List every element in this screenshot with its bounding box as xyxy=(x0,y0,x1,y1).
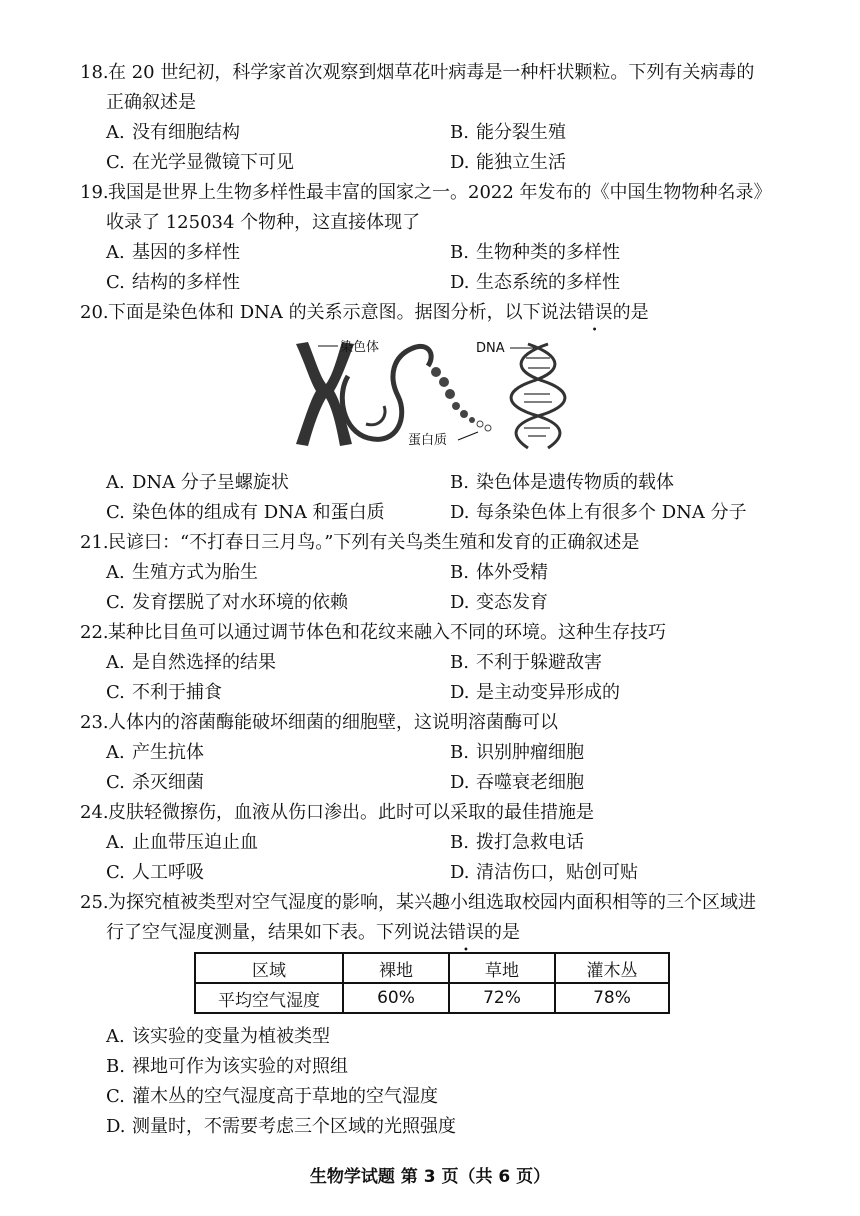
option-19-c[interactable] xyxy=(106,268,240,298)
option-22-c[interactable] xyxy=(106,678,222,708)
emphasis-word: 错误 xyxy=(576,302,613,323)
option-19-b[interactable] xyxy=(450,238,620,268)
table-row xyxy=(195,983,669,1013)
option-label: A. xyxy=(106,832,125,853)
option-label: A. xyxy=(106,1026,125,1047)
chromosome-shape xyxy=(296,342,354,446)
option-label: A. xyxy=(106,742,125,763)
option-text: 识别肿瘤细胞 xyxy=(476,742,584,763)
option-label: A. xyxy=(106,562,125,583)
option-text: 能独立生活 xyxy=(476,152,566,173)
option-text: 不利于躲避敌害 xyxy=(476,652,602,673)
option-label: D. xyxy=(106,1116,126,1137)
option-label: C. xyxy=(106,272,125,293)
table-header-cell: 区域 xyxy=(195,953,343,983)
question-21-stem xyxy=(80,528,639,558)
option-19-a[interactable] xyxy=(106,238,240,268)
question-number: 20. xyxy=(80,302,109,323)
chromosome-label: 染色体 xyxy=(340,340,380,355)
option-25-d[interactable] xyxy=(106,1112,456,1142)
option-label: D. xyxy=(450,682,470,703)
option-text: 产生抗体 xyxy=(132,742,204,763)
option-text: 能分裂生殖 xyxy=(476,122,566,143)
option-text: 灌木丛的空气湿度高于草地的空气湿度 xyxy=(132,1086,438,1107)
table-header-cell: 草地 xyxy=(449,953,555,983)
stem-text: 的是 xyxy=(612,302,649,323)
option-25-b[interactable] xyxy=(106,1052,348,1082)
option-text: 裸地可作为该实验的对照组 xyxy=(132,1056,348,1077)
dna-label: DNA xyxy=(476,341,505,356)
option-22-d[interactable] xyxy=(450,678,620,708)
option-label: A. xyxy=(106,472,125,493)
option-21-b[interactable] xyxy=(450,558,548,588)
question-18-stem xyxy=(80,58,754,88)
option-label: C. xyxy=(106,772,125,793)
option-24-a[interactable] xyxy=(106,828,258,858)
option-20-a[interactable] xyxy=(106,468,289,498)
table-header-cell: 裸地 xyxy=(343,953,449,983)
option-label: A. xyxy=(106,242,125,263)
option-label: B. xyxy=(106,1056,125,1077)
option-24-d[interactable] xyxy=(450,858,638,888)
option-20-d[interactable] xyxy=(450,498,747,528)
option-text: 止血带压迫止血 xyxy=(132,832,258,853)
option-text: 杀灭细菌 xyxy=(132,772,204,793)
option-text: 生殖方式为胎生 xyxy=(132,562,258,583)
option-label: B. xyxy=(450,652,469,673)
option-23-c[interactable] xyxy=(106,768,204,798)
option-label: B. xyxy=(450,562,469,583)
table-cell: 78% xyxy=(555,983,669,1013)
page-footer: 生物学试题 第 3 页（共 6 页） xyxy=(309,1167,551,1187)
option-label: C. xyxy=(106,592,125,613)
option-text: 人工呼吸 xyxy=(132,862,204,883)
option-text: 体外受精 xyxy=(476,562,548,583)
dna-helix xyxy=(511,344,565,448)
option-21-d[interactable] xyxy=(450,588,548,618)
question-number: 25. xyxy=(80,892,109,913)
option-25-a[interactable] xyxy=(106,1022,330,1052)
question-24-stem xyxy=(80,798,594,828)
question-23-stem xyxy=(80,708,558,738)
question-19-stem xyxy=(80,178,772,208)
stem-line: 为探究植被类型对空气湿度的影响，某兴趣小组选取校园内面积相等的三个区域进 xyxy=(108,892,756,913)
option-label: D. xyxy=(450,152,470,173)
stem-line: 在 20 世纪初，科学家首次观察到烟草花叶病毒是一种杆状颗粒。下列有关病毒的 xyxy=(108,62,755,83)
question-number: 22. xyxy=(80,622,109,643)
option-23-d[interactable] xyxy=(450,768,584,798)
question-number: 24. xyxy=(80,802,109,823)
emphasis-word: 错误 xyxy=(448,922,484,943)
table-cell: 72% xyxy=(449,983,555,1013)
nucleosome-beads xyxy=(431,367,491,431)
question-number: 19. xyxy=(80,182,109,203)
option-text: 吞噬衰老细胞 xyxy=(476,772,584,793)
option-label: C. xyxy=(106,502,125,523)
option-text: 染色体的组成有 DNA 和蛋白质 xyxy=(132,502,385,523)
option-text: 不利于捕食 xyxy=(132,682,222,703)
option-21-a[interactable] xyxy=(106,558,258,588)
option-text: 发育摆脱了对水环境的依赖 xyxy=(132,592,348,613)
option-25-c[interactable] xyxy=(106,1082,438,1112)
question-25-stem-line2 xyxy=(106,918,520,948)
option-text: 结构的多样性 xyxy=(132,272,240,293)
option-text: 染色体是遗传物质的载体 xyxy=(476,472,674,493)
option-24-c[interactable] xyxy=(106,858,204,888)
stem-line: 某种比目鱼可以通过调节体色和花纹来融入不同的环境。这种生存技巧 xyxy=(108,622,666,643)
stem-line: 民谚曰：“不打春日三月鸟。”下列有关鸟类生殖和发育的正确叙述是 xyxy=(108,532,640,553)
question-number: 23. xyxy=(80,712,109,733)
option-label: D. xyxy=(450,502,470,523)
option-label: A. xyxy=(106,122,125,143)
option-label: D. xyxy=(450,772,470,793)
option-label: D. xyxy=(450,592,470,613)
option-label: D. xyxy=(450,862,470,883)
option-text: 生物种类的多样性 xyxy=(476,242,620,263)
option-text: 该实验的变量为植被类型 xyxy=(132,1026,330,1047)
option-text: 变态发育 xyxy=(476,592,548,613)
option-20-b[interactable] xyxy=(450,468,674,498)
table-header-row xyxy=(195,953,669,983)
humidity-table xyxy=(194,952,670,1014)
protein-label: 蛋白质 xyxy=(408,433,448,448)
option-18-c[interactable] xyxy=(106,148,294,178)
option-label: B. xyxy=(450,122,469,143)
table-cell: 平均空气湿度 xyxy=(195,983,343,1013)
stem-text: 的是 xyxy=(484,922,520,943)
option-text: 是自然选择的结果 xyxy=(132,652,276,673)
option-label: B. xyxy=(450,832,469,853)
question-25-stem xyxy=(80,888,756,918)
option-22-b[interactable] xyxy=(450,648,602,678)
option-18-d[interactable] xyxy=(450,148,566,178)
option-21-c[interactable] xyxy=(106,588,348,618)
stem-line: 我国是世界上生物多样性最丰富的国家之一。2022 年发布的《中国生物物种名录》 xyxy=(108,182,772,203)
option-23-b[interactable] xyxy=(450,738,584,768)
protein-pointer xyxy=(458,432,478,440)
option-label: C. xyxy=(106,1086,125,1107)
question-20-stem xyxy=(80,298,649,328)
stem-text: 行了空气湿度测量，结果如下表。下列说法 xyxy=(106,922,448,943)
option-label: C. xyxy=(106,862,125,883)
option-label: B. xyxy=(450,742,469,763)
question-22-stem xyxy=(80,618,666,648)
table-header-cell: 灌木丛 xyxy=(555,953,669,983)
question-number: 18. xyxy=(80,62,109,83)
option-text: 测量时，不需要考虑三个区域的光照强度 xyxy=(132,1116,456,1137)
option-18-b[interactable] xyxy=(450,118,566,148)
option-text: 在光学显微镜下可见 xyxy=(132,152,294,173)
option-label: D. xyxy=(450,272,470,293)
option-label: C. xyxy=(106,682,125,703)
option-text: 是主动变异形成的 xyxy=(476,682,620,703)
option-label: B. xyxy=(450,242,469,263)
option-24-b[interactable] xyxy=(450,828,584,858)
stem-line: 收录了 125034 个物种，这直接体现了 xyxy=(106,212,421,233)
option-text: 清洁伤口，贴创可贴 xyxy=(476,862,638,883)
option-23-a[interactable] xyxy=(106,738,204,768)
option-text: 拨打急救电话 xyxy=(476,832,584,853)
option-label: B. xyxy=(450,472,469,493)
option-text: 每条染色体上有很多个 DNA 分子 xyxy=(476,502,747,523)
stem-line: 正确叙述是 xyxy=(106,92,196,113)
coiled-fiber xyxy=(342,346,431,439)
question-number: 21. xyxy=(80,532,109,553)
option-19-d[interactable] xyxy=(450,268,620,298)
table-cell: 60% xyxy=(343,983,449,1013)
stem-line: 皮肤轻微擦伤，血液从伤口渗出。此时可以采取的最佳措施是 xyxy=(108,802,594,823)
chromosome-dna-diagram xyxy=(288,336,588,451)
option-text: 基因的多样性 xyxy=(132,242,240,263)
stem-line: 人体内的溶菌酶能破坏细菌的细胞壁，这说明溶菌酶可以 xyxy=(108,712,558,733)
option-20-c[interactable] xyxy=(106,498,385,528)
option-label: A. xyxy=(106,652,125,673)
option-18-a[interactable] xyxy=(106,118,240,148)
option-text: 生态系统的多样性 xyxy=(476,272,620,293)
base-pairs xyxy=(524,358,552,436)
option-label: C. xyxy=(106,152,125,173)
stem-text: 下面是染色体和 DNA 的关系示意图。据图分析，以下说法 xyxy=(108,302,577,323)
option-22-a[interactable] xyxy=(106,648,276,678)
option-text: 没有细胞结构 xyxy=(132,122,240,143)
option-text: DNA 分子呈螺旋状 xyxy=(132,472,289,493)
